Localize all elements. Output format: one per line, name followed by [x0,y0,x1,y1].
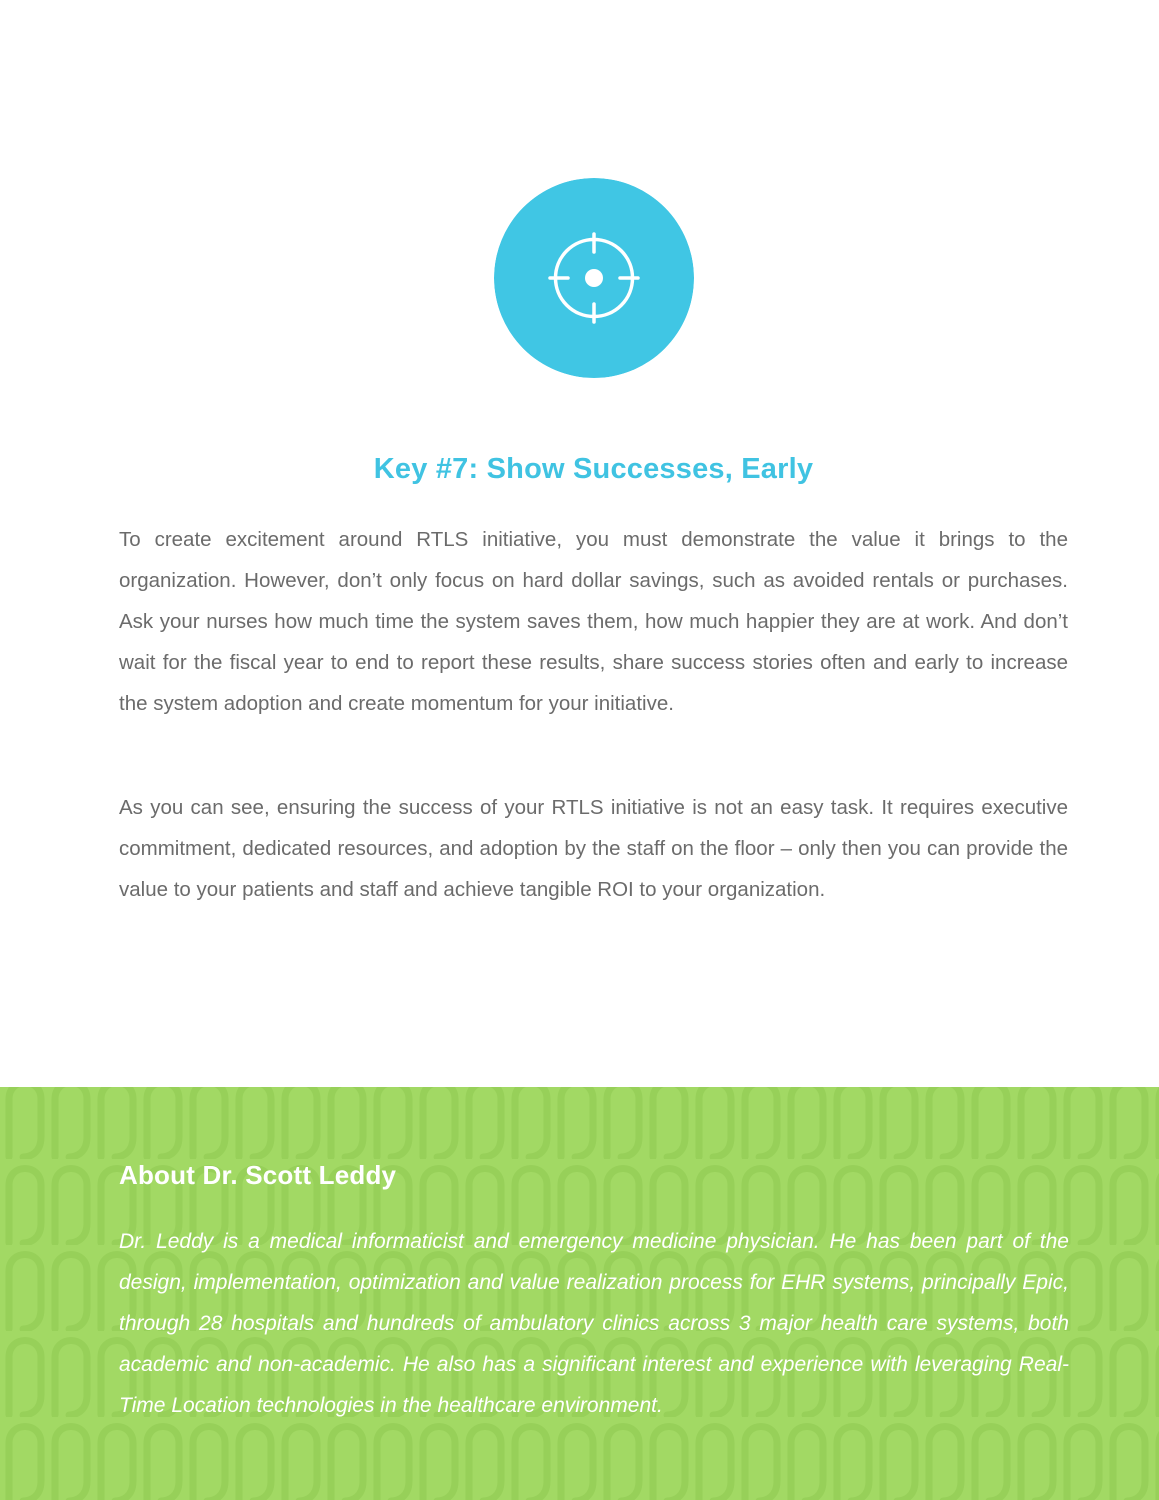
about-bio: Dr. Leddy is a medical informaticist and emergency medicine physician. He has been part of the design, implementation, optimization and value realization process for EHR systems, principally Epic, through 28 hospitals and hundreds of ambulatory clinics across 3 major health care systems, both academic and non-academic. He also has a significant interest and experience with leveraging Real-Time Location technologies in the healthcare environment. [119,1230,1069,1417]
about-author-panel [0,1087,1159,1500]
section-heading: Key #7: Show Successes, Early [373,453,814,485]
section-paragraph-1: To create excitement around RTLS initiative, you must demonstrate the value it brings to the organization. However, don’t only focus on hard dollar savings, such as avoided rentals or purchases. Ask your nurses how much time the system saves them, how much happier they are at work. And don’t wait for the fiscal year to end to report these results, share success stories often and early to increase the system adoption and create momentum for your initiative. [119,528,1068,715]
target-crosshair-icon [494,178,694,378]
about-title: About Dr. Scott Leddy [119,1160,397,1190]
section-paragraph-2: As you can see, ensuring the success of your RTLS initiative is not an easy task. It requires executive commitment, dedicated resources, and adoption by the staff on the floor – only then you can provide the value to your patients and staff and achieve tangible ROI to your organization. [119,796,1068,901]
